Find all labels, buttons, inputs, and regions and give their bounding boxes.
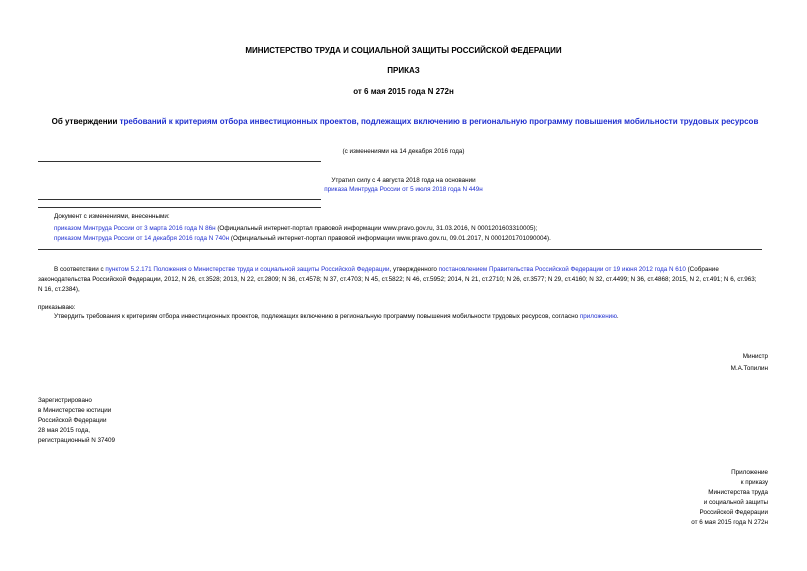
lost-force-link[interactable]: приказа Минтруда России от 5 июля 2018 года N 449н: [324, 186, 483, 193]
divider: [38, 207, 321, 208]
appendix-line: Приложение: [731, 469, 768, 476]
changes-item: [54, 235, 774, 244]
doc-type-heading: ПРИКАЗ: [387, 66, 420, 75]
order-text: .: [616, 313, 619, 320]
change-source-1: (Официальный интернет-портал правовой информации www.pravo.gov.ru, 31.03.2016, N 0001201603310005);: [215, 224, 538, 232]
change-source-2: (Официальный интернет-портал правовой информации www.pravo.gov.ru, 09.01.2017, N 0001201701090004).: [229, 235, 551, 242]
title-prefix: Об утверждении: [51, 117, 120, 126]
change-link-1[interactable]: приказом Минтруда России от 3 марта 2016 года N 86н: [54, 224, 216, 232]
signature-block: [731, 353, 768, 373]
preamble-paragraph: [38, 265, 762, 295]
appendix-line: и социальной защиты: [703, 499, 768, 506]
changes-intro: Документ с изменениями, внесенными:: [54, 213, 170, 220]
title-link[interactable]: требований к критериям отбора инвестиционных проектов, подлежащих включению в региональную программу повышения мобильности трудовых ресурсов: [119, 117, 759, 126]
order-text: Утвердить требования к критериям отбора инвестиционных проектов, подлежащих включению в региональную программу повышения мобильности трудовых ресурсов, согласно: [54, 313, 580, 320]
revision-note: (с изменениями на 14 декабря 2016 года): [342, 148, 465, 155]
change-link-2[interactable]: приказом Минтруда России от 14 декабря 2016 года N 740н: [54, 235, 230, 242]
orders-word: приказываю:: [38, 304, 76, 311]
changes-block: [54, 213, 774, 244]
preamble-text: , утвержденного: [389, 266, 439, 273]
signatory-position: Министр: [742, 353, 768, 360]
document-title: [50, 116, 760, 127]
registration-line: регистрационный N 37409: [38, 437, 116, 444]
appendix-link[interactable]: приложению: [579, 313, 617, 320]
registration-block: [38, 396, 115, 446]
appendix-block: [691, 468, 768, 528]
lost-force-notice: Утратил силу с 4 августа 2018 года на основании: [331, 177, 476, 184]
appendix-line: к приказу: [740, 479, 768, 486]
preamble-text: (Собрание законодательства Российской Федерации, 2012, N 26, ст.3528; 2013, N 22, ст.2809; N 36, ст.4578; N 37, ст.4703; N 45, ст.5822; N 46, ст.5952; 2014, N 21, ст.2710; N 26, ст.3577; N 29, ст.4160; N 32, ст.4499; N 36, ст.4868; 2015, N 2, ст.491; N 6, ст.963; N 16, ст.2384),: [38, 266, 757, 293]
appendix-line: от 6 мая 2015 года N 272н: [691, 519, 768, 526]
ministry-heading: МИНИСТЕРСТВО ТРУДА И СОЦИАЛЬНОЙ ЗАЩИТЫ РОССИЙСКОЙ ФЕДЕРАЦИИ: [245, 46, 562, 55]
government-decree-link[interactable]: постановлением Правительства Российской Федерации от 19 июня 2012 года N 610: [438, 266, 686, 273]
regulation-link[interactable]: пунктом 5.2.171 Положения о Министерстве труда и социальной защиты Российской Федерации: [105, 266, 390, 273]
registration-line: в Министерстве юстиции: [38, 407, 112, 414]
registration-line: Российской Федерации: [38, 417, 107, 424]
registration-line: 28 мая 2015 года,: [38, 427, 90, 434]
divider: [38, 249, 762, 250]
changes-item: [54, 225, 774, 234]
registration-line: Зарегистрировано: [38, 397, 92, 404]
appendix-line: Министерства труда: [708, 489, 768, 496]
preamble-text: В соответствии с: [54, 266, 106, 273]
date-number-heading: от 6 мая 2015 года N 272н: [353, 87, 454, 96]
signatory-name: М.А.Топилин: [730, 364, 768, 372]
order-paragraph: [54, 313, 774, 322]
divider: [38, 161, 321, 162]
appendix-line: Российской Федерации: [699, 509, 768, 516]
divider: [38, 199, 321, 200]
